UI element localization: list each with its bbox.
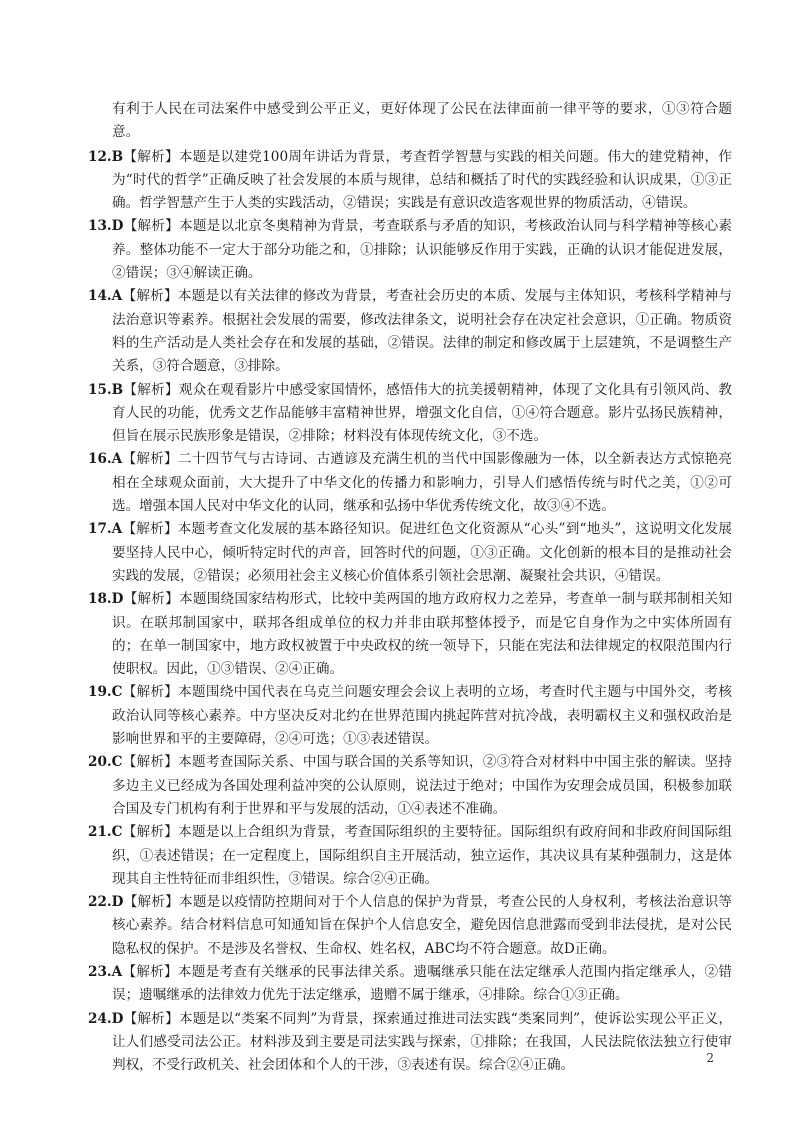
analysis-text: 二十四节气与古诗词、古遒谚及充满生机的当代中国影像融为一体，以全新表达方式惊艳亮相在全球观众面前，大大提升了中华文化的传播力和影响力，引导人们感悟传统与时代之美，①②可选。增强本国人民对中华文化的认同，继承和弘扬中华优秀传统文化，故③④不选。 (112, 451, 733, 515)
analysis-text: 本题围绕国家结构形式，比较中美两国的地方政府权力之差异，考查单一制与联邦制相关知识。在联邦制国家中，联邦各组成单位的权力并非由联邦整体授予，而是它自身作为之中实体所固有的；在单一制国家中，地方政权被置于中央政权的统一领导下，只能在宪法和法律规定的权限范围内行使职权。因此，①③错误、②④正确。 (112, 591, 733, 678)
answer-letter: C (111, 754, 123, 771)
answer-item (88, 681, 732, 751)
analysis-text: 本题是以建党100周年讲话为背景，考查哲学智慧与实践的相关问题。伟大的建党精神，作为“时代的哲学”正确反映了社会发展的本质与规律，总结和概括了时代的实践经验和认识成果，①③正确。哲学智慧产生于人类的实践活动，②错误；实践是有意识改造客观世界的物质活动，④错误。 (112, 148, 732, 212)
page-number: 2 (706, 1050, 714, 1065)
answer-letter: D (111, 894, 124, 911)
analysis-text: 本题是考查有关继承的民事法律关系。遗嘱继承只能在法定继承人范围内指定继承人，②错误；遗嘱继承的法律效力优先于法定继承，遗赠不属于继承，④排除。综合①③正确。 (112, 963, 733, 1004)
analysis-text: 本题考查国际关系、中国与联合国的关系等知识，②③符合对材料中中国主张的解读。坚持多边主义已经成为各国处理利益冲突的公认原则，说法过于绝对；中国作为安理会成员国，积极参加联合国及专门机构有利于世界和平与发展的活动，①④表述不准确。 (112, 754, 732, 817)
question-number: 14. (88, 288, 112, 305)
answer-item (88, 1008, 732, 1078)
answer-letter: D (111, 1010, 124, 1027)
question-number: 15. (88, 381, 112, 398)
analysis-tag: 【解析】 (123, 381, 179, 398)
answer-letter: A (111, 521, 123, 538)
analysis-tag: 【解析】 (122, 288, 178, 305)
question-number: 19. (88, 684, 112, 701)
answer-letter: C (111, 684, 123, 701)
answer-content (88, 98, 732, 1077)
analysis-text: 本题考查文化发展的基本路径知识。促进红色文化资源从“心头”到“地头”，这说明文化发展要坚持人民中心，倾听特定时代的声音，回答时代的问题，①③正确。文化创新的根本目的是推动社会实践的发展，②错误；必须用社会主义核心价值体系引领社会思潮、凝聚社会共识，④错误。 (112, 521, 733, 584)
analysis-tag: 【解析】 (122, 754, 179, 771)
analysis-text: 观众在观看影片中感受家国情怀，感悟伟大的抗美援朝精神，体现了文化具有引领风尚、教育人民的功能，优秀文艺作品能够丰富精神世界，增强文化自信，①④符合题意。影片弘扬民族精神，但旨在展示民族形象是错误，②排除；材料没有体现传统文化，③不选。 (112, 381, 732, 445)
analysis-tag: 【解析】 (123, 591, 180, 608)
question-number: 22. (88, 894, 112, 911)
continuation-paragraph: 有利于人民在司法案件中感受到公平正义，更好体现了公民在法律面前一律平等的要求，①③符合题意。 (112, 101, 732, 141)
question-number: 20. (88, 754, 112, 771)
analysis-tag: 【解析】 (122, 521, 178, 538)
question-number: 24. (88, 1010, 112, 1027)
analysis-text: 本题是以“类案不同判”为背景，探索通过推进司法实践“类案同判”，使诉讼实现公平正义，让人们感受司法公正。材料涉及到主要是司法实践与探索，①排除；在我国，人民法院依法独立行使审判权，不受行政机关、社会团体和个人的干涉，③表述有误。综合②④正确。 (112, 1010, 733, 1074)
answer-item (88, 285, 732, 378)
answer-list (88, 146, 732, 1078)
analysis-tag: 【解析】 (123, 218, 180, 235)
answer-item (88, 518, 732, 588)
answer-letter: B (111, 381, 124, 398)
analysis-tag: 【解析】 (123, 148, 179, 165)
question-number: 23. (88, 963, 112, 980)
answer-letter: A (111, 963, 123, 980)
answer-letter: D (111, 218, 124, 235)
analysis-text: 本题是以上合组织为背景，考查国际组织的主要特征。国际组织有政府间和非政府间国际组织，①表述错误；在一定程度上，国际组织自主开展活动，独立运作，其决议具有某种强制力，这是体现其自主性特征而非组织性，③错误。综合②④正确。 (112, 824, 732, 887)
analysis-tag: 【解析】 (122, 684, 179, 701)
analysis-tag: 【解析】 (123, 894, 180, 911)
answer-item (88, 961, 732, 1008)
answer-letter: C (111, 824, 123, 841)
question-number: 12. (88, 148, 112, 165)
answer-letter: A (111, 451, 123, 468)
analysis-tag: 【解析】 (122, 451, 178, 468)
analysis-tag: 【解析】 (122, 963, 178, 980)
analysis-text: 本题是以北京冬奥精神为背景，考查联系与矛盾的知识，考核政治认同与科学精神等核心素养。整体功能不一定大于部分功能之和，①排除；认识能够反作用于实践，正确的认识才能促进发展，②错误；③④解读正确。 (112, 218, 733, 282)
answer-item (88, 588, 732, 681)
answer-letter: B (111, 148, 124, 165)
answer-item (88, 891, 732, 961)
question-number: 21. (88, 824, 112, 841)
answer-item (88, 379, 732, 449)
answer-item (88, 448, 732, 518)
answer-item (88, 751, 732, 821)
question-number: 16. (88, 451, 112, 468)
analysis-tag: 【解析】 (122, 824, 179, 841)
analysis-text: 本题围绕中国代表在乌克兰问题安理会会议上表明的立场，考查时代主题与中国外交，考核政治认同等核心素养。中方坚决反对北约在世界范围内挑起阵营对抗冷战，表明霸权主义和强权政治是影响世界和平的主要障碍，②④可选；①③表述错误。 (112, 684, 732, 748)
answer-item (88, 215, 732, 285)
answer-letter: A (111, 288, 123, 305)
question-number: 18. (88, 591, 112, 608)
question-number: 13. (88, 218, 112, 235)
answer-item (88, 821, 732, 891)
analysis-text: 本题是以疫情防控期间对于个人信息的保护为背景，考查公民的人身权利，考核法治意识等核心素养。结合材料信息可知通知旨在保护个人信息安全，避免因信息泄露而受到非法侵扰，是对公民隐私权的保护。不是涉及名誉权、生命权、姓名权，ABC均不符合题意。故D正确。 (112, 894, 733, 957)
analysis-text: 本题是以有关法律的修改为背景，考查社会历史的本质、发展与主体知识，考核科学精神与法治意识等素养。根据社会发展的需要，修改法律条文，说明社会存在决定社会意识，①正确。物质资料的生产活动是人类社会存在和发展的基础，②错误。法律的制定和修改属于上层建筑，不是调整生产关系，③符合题意，③排除。 (112, 288, 733, 375)
analysis-tag: 【解析】 (123, 1010, 179, 1027)
answer-item (88, 146, 732, 216)
answer-letter: D (111, 591, 124, 608)
question-number: 17. (88, 521, 112, 538)
